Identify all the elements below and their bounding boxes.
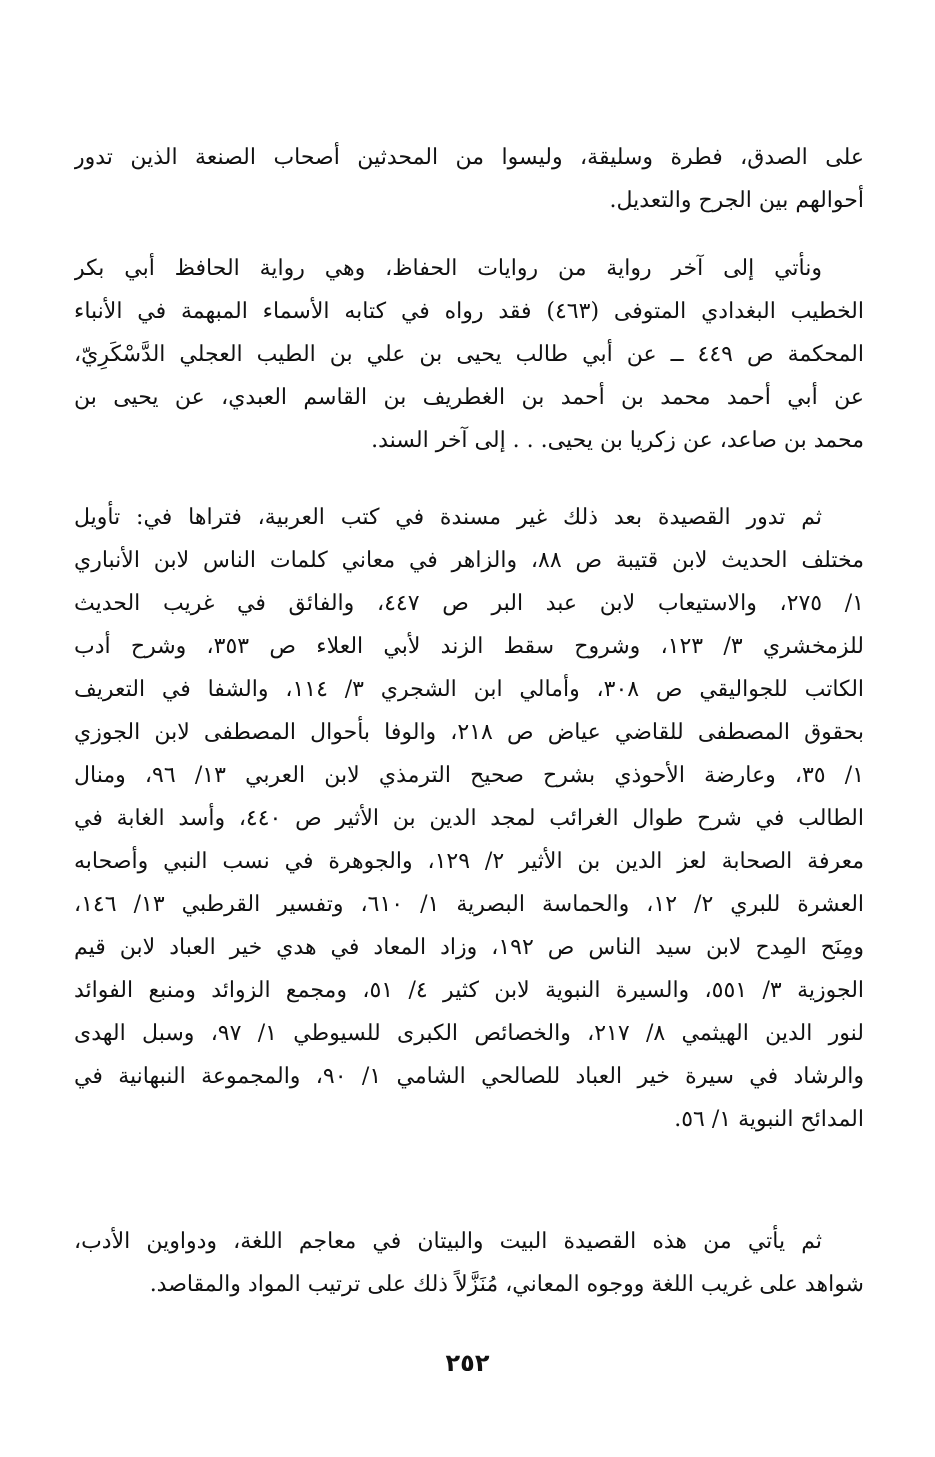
paragraph-2 (74, 247, 864, 462)
text-line: للزمخشري ٣/ ١٢٣، وشروح سقط الزند لأبي العلاء ص ٣٥٣، وشرح أدب (74, 634, 864, 659)
text-line: ثم تدور القصيدة بعد ذلك غير مسندة في كتب العربية، فتراها في: تأويل (74, 505, 822, 530)
text-line: معرفة الصحابة لعز الدين بن الأثير ٢/ ١٢٩، والجوهرة في نسب النبي وأصحابه (74, 849, 864, 874)
text-line: ١/ ٢٧٥، والاستيعاب لابن عبد البر ص ٤٤٧، والفائق في غريب الحديث (74, 591, 864, 616)
paragraph-1 (74, 136, 864, 222)
paragraph-4 (74, 1220, 864, 1306)
text-line: المدائح النبوية ١/ ٥٦. (674, 1107, 864, 1132)
text-line: بحقوق المصطفى للقاضي عياض ص ٢١٨، والوفا بأحوال المصطفى لابن الجوزي (74, 720, 864, 745)
text-line: على الصدق، فطرة وسليقة، وليسوا من المحدثين أصحاب الصنعة الذين تدور (74, 145, 864, 170)
text-line: ومِنَح المِدح لابن سيد الناس ص ١٩٢، وزاد المعاد في هدي خير العباد لابن قيم (74, 935, 864, 960)
text-line: عن أبي أحمد محمد بن أحمد بن الغطريف بن القاسم العبدي، عن يحيى بن (74, 385, 864, 410)
text-line: لنور الدين الهيثمي ٨/ ٢١٧، والخصائص الكبرى للسيوطي ١/ ٩٧، وسبل الهدى (74, 1021, 864, 1046)
text-line: الكاتب للجواليقي ص ٣٠٨، وأمالي ابن الشجري ٣/ ١١٤، والشفا في التعريف (74, 677, 864, 702)
text-line: الخطيب البغدادي المتوفى (٤٦٣) فقد رواه في كتابه الأسماء المبهمة في الأنباء (74, 299, 864, 324)
text-line: مختلف الحديث لابن قتيبة ص ٨٨، والزاهر في معاني كلمات الناس لابن الأنباري (74, 548, 864, 573)
text-line: العشرة للبري ٢/ ١٢، والحماسة البصرية ١/ ٦١٠، وتفسير القرطبي ١٣/ ١٤٦، (74, 892, 864, 917)
paragraph-3 (74, 496, 864, 1141)
text-line: أحوالهم بين الجرح والتعديل. (609, 188, 864, 213)
text-line: ونأتي إلى آخر رواية من روايات الحفاظ، وهي رواية الحافظ أبي بكر (74, 256, 822, 281)
text-line: الطالب في شرح طوال الغرائب لمجد الدين بن الأثير ص ٤٤٠، وأسد الغابة في (74, 806, 864, 831)
text-line: الجوزية ٣/ ٥٥١، والسيرة النبوية لابن كثير ٤/ ٥١، ومجمع الزوائد ومنبع الفوائد (74, 978, 864, 1003)
text-line: المحكمة ص ٤٤٩ ــ عن أبي طالب يحيى بن علي بن الطيب العجلي الدَّسْكَرِيّ، (74, 342, 864, 367)
page-number: ٢٥٢ (445, 1349, 490, 1377)
text-line: ١/ ٣٥، وعارضة الأحوذي بشرح صحيح الترمذي لابن العربي ١٣/ ٩٦، ومنال (74, 763, 864, 788)
text-line: والرشاد في سيرة خير العباد للصالحي الشامي ١/ ٩٠، والمجموعة النبهانية في (74, 1064, 864, 1089)
text-line: ثم يأتي من هذه القصيدة البيت والبيتان في معاجم اللغة، ودواوين الأدب، (74, 1229, 822, 1254)
text-line: محمد بن صاعد، عن زكريا بن يحيى. . . إلى آخر السند. (371, 428, 864, 453)
text-line: شواهد على غريب اللغة ووجوه المعاني، مُنَزَّلاً ذلك على ترتيب المواد والمقاصد. (149, 1272, 864, 1297)
